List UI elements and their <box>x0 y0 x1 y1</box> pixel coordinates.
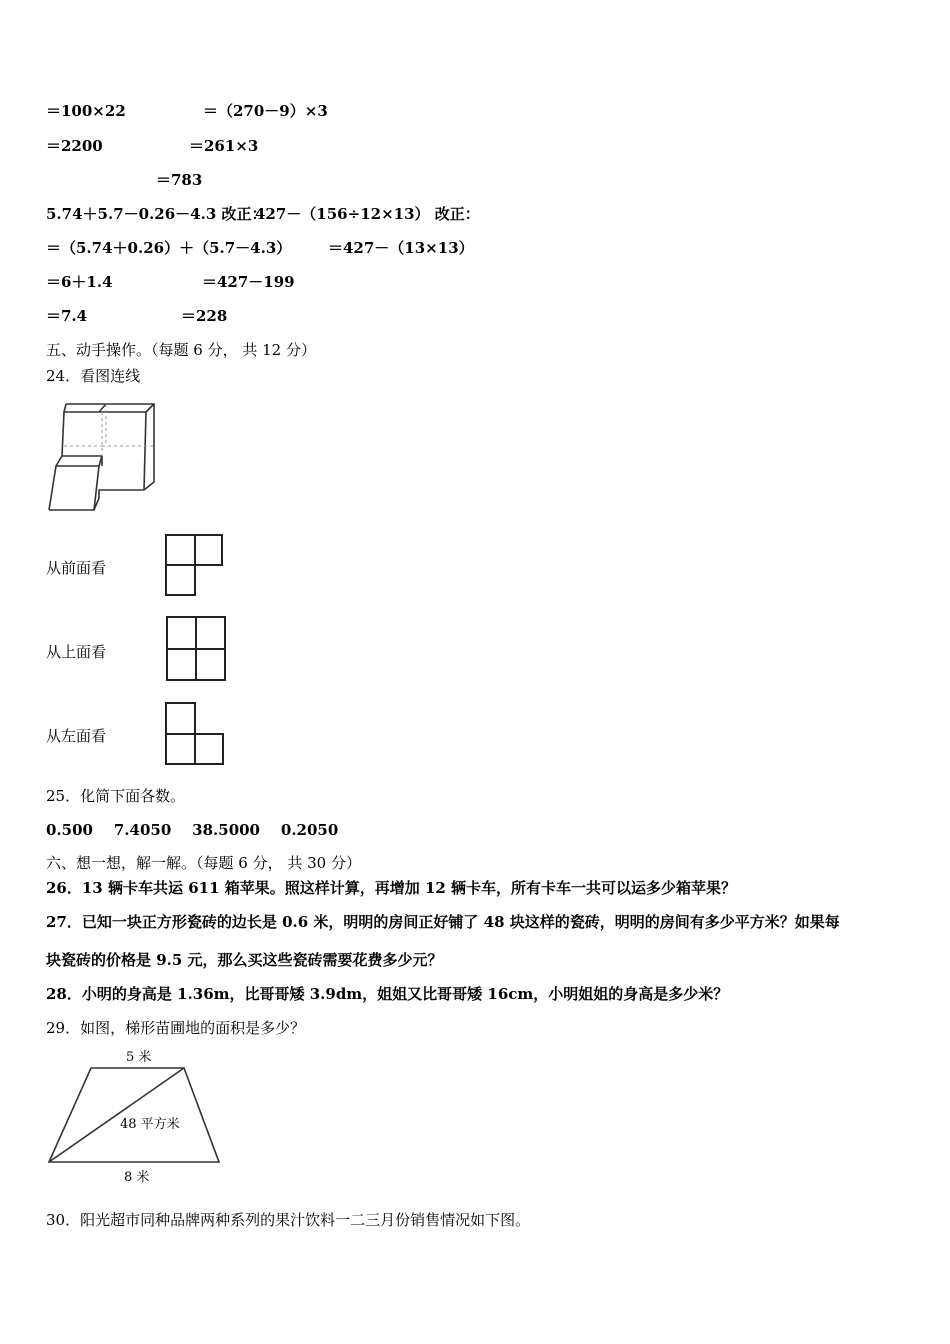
section-5-title: 五、动手操作。（每题 6 分， 共 12 分） <box>46 341 316 359</box>
view-left-label: 从左面看 <box>46 727 107 745</box>
cube-stack-figure <box>44 398 159 516</box>
question-26: 26．13 辆卡车共运 611 箱苹果。照这样计算，再增加 12 辆卡车，所有卡车一共可以运多少箱苹果？ <box>46 879 737 897</box>
trapezoid-figure <box>44 1044 228 1186</box>
calc-line-1a: ＝100×22 <box>46 102 126 120</box>
question-27-line-2: 块瓷砖的价格是 9.5 元，那么买这些瓷砖需要花费多少元？ <box>46 951 443 969</box>
calc-line-1b: ＝（270－9）×3 <box>203 102 328 120</box>
calc-line-7b: ＝228 <box>181 307 228 325</box>
calc-line-4b: 427－（156÷12×13） 改正： <box>255 205 480 223</box>
calc-line-5a: ＝（5.74＋0.26）＋（5.7－4.3） <box>46 239 292 257</box>
calc-line-5b: ＝427－（13×13） <box>328 239 474 257</box>
question-30: 30．阳光超市同种品牌两种系列的果汁饮料一二三月份销售情况如下图。 <box>46 1211 531 1229</box>
calc-line-2a: ＝2200 <box>46 137 103 155</box>
calc-line-2b: ＝261×3 <box>189 137 259 155</box>
calc-line-3b: ＝783 <box>156 171 203 189</box>
view-top-shape <box>162 614 230 684</box>
calc-line-6b: ＝427－199 <box>202 273 295 291</box>
question-24: 24．看图连线 <box>46 367 141 385</box>
section-6-title: 六、想一想，解一解。（每题 6 分， 共 30 分） <box>46 854 361 872</box>
trapezoid-bottom-label: 8 米 <box>124 1170 150 1185</box>
question-27-line-1: 27．已知一块正方形瓷砖的边长是 0.6 米，明明的房间正好铺了 48 块这样的瓷砖，明明的房间有多少平方米？如果每 <box>46 913 840 931</box>
question-25-numbers: 0.500 7.4050 38.5000 0.2050 <box>46 821 339 839</box>
calc-line-4a: 5.74＋5.7－0.26－4.3 改正： <box>46 205 267 223</box>
question-28: 28．小明的身高是 1.36m，比哥哥矮 3.9dm，姐姐又比哥哥矮 16cm，小明姐姐的身高是多少米？ <box>46 985 729 1003</box>
question-29: 29．如图，梯形苗圃地的面积是多少？ <box>46 1019 306 1037</box>
calc-line-7a: ＝7.4 <box>46 307 88 325</box>
trapezoid-top-label: 5 米 <box>126 1050 152 1065</box>
trapezoid-area-label: 48 平方米 <box>120 1117 180 1132</box>
calc-line-6a: ＝6＋1.4 <box>46 273 113 291</box>
view-front-label: 从前面看 <box>46 559 107 577</box>
view-front-shape <box>162 532 226 600</box>
view-top-label: 从上面看 <box>46 643 107 661</box>
question-25: 25．化简下面各数。 <box>46 787 186 805</box>
view-left-shape <box>162 700 228 768</box>
